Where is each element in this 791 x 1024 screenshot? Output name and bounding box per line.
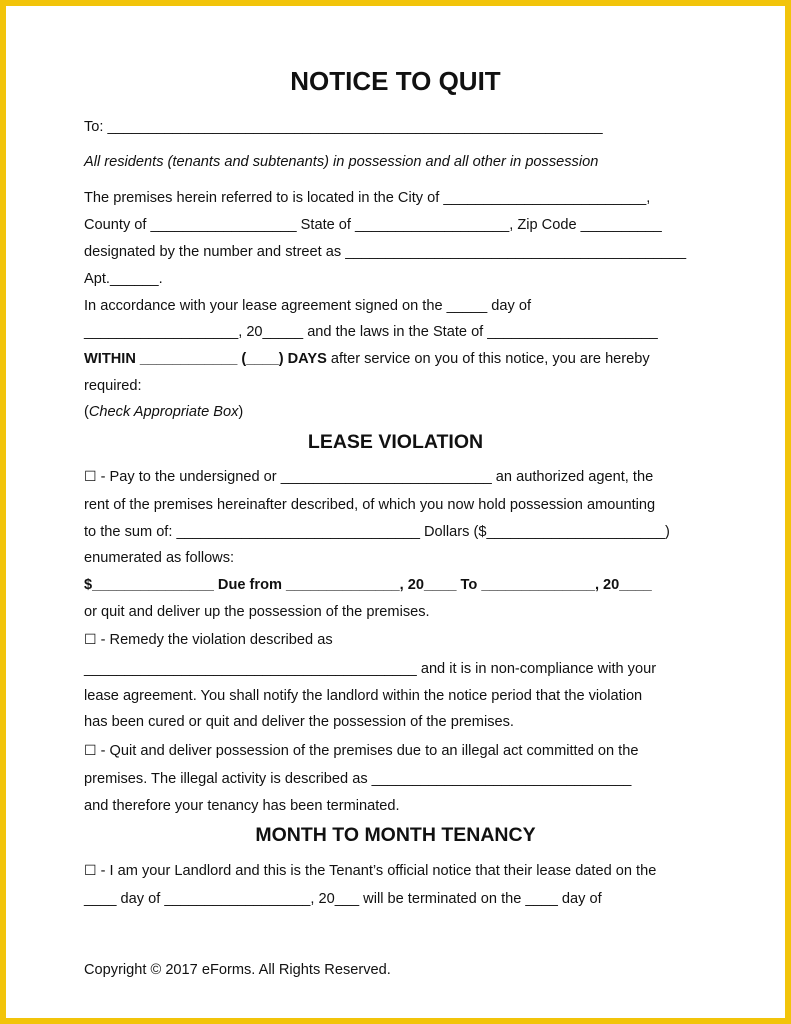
remedy-text: - Remedy the violation described as bbox=[96, 632, 333, 648]
remedy-option bbox=[84, 630, 333, 649]
remedy-line-3: lease agreement. You shall notify the landlord within the notice period that the violation bbox=[84, 688, 643, 704]
required-line: required: bbox=[84, 378, 142, 394]
pay-rent-checkbox[interactable]: ☐ bbox=[84, 468, 97, 484]
remedy-line-4: has been cured or quit and deliver the possession of the premises. bbox=[84, 714, 514, 730]
lease-year-state-line: ___________________, 20_____ and the laws in the State of _____________________ bbox=[84, 324, 658, 340]
check-box-note: (Check Appropriate Box) bbox=[84, 404, 244, 420]
illegal-act-line-3: and therefore your tenancy has been terminated. bbox=[84, 798, 400, 814]
month-to-month-heading: MONTH TO MONTH TENANCY bbox=[255, 824, 536, 846]
document-page bbox=[6, 6, 785, 1018]
remedy-checkbox[interactable]: ☐ bbox=[84, 631, 97, 647]
month-to-month-text: - I am your Landlord and this is the Tenant’s official notice that their lease dated on the bbox=[96, 863, 657, 879]
within-days-label: WITHIN ____________ (____) DAYS bbox=[84, 351, 327, 367]
illegal-act-checkbox[interactable]: ☐ bbox=[84, 742, 97, 758]
premises-street-line: designated by the number and street as __________________________________________ bbox=[84, 244, 687, 260]
pay-rent-line-3: to the sum of: ______________________________ Dollars ($______________________) bbox=[84, 524, 670, 540]
premises-apt-line: Apt.______. bbox=[84, 271, 163, 287]
illegal-act-text: - Quit and deliver possession of the premises due to an illegal act committed on the bbox=[96, 743, 639, 759]
check-box-note-text: Check Appropriate Box bbox=[88, 404, 239, 420]
quit-deliver-line: or quit and deliver up the possession of the premises. bbox=[84, 604, 430, 620]
pay-rent-option bbox=[84, 467, 653, 486]
residents-note: All residents (tenants and subtenants) in possession and all other in possession bbox=[84, 154, 599, 170]
premises-county-line: County of __________________ State of ___________________, Zip Code __________ bbox=[84, 217, 662, 233]
month-to-month-checkbox[interactable]: ☐ bbox=[84, 862, 97, 878]
lease-violation-heading: LEASE VIOLATION bbox=[307, 431, 484, 453]
within-days-rest: after service on you of this notice, you are hereby bbox=[326, 351, 650, 367]
within-days-line bbox=[84, 350, 650, 368]
document-title: NOTICE TO QUIT bbox=[290, 66, 501, 96]
illegal-act-option bbox=[84, 741, 638, 760]
due-from-line: $_______________ Due from ______________, 20____ To ______________, 20____ bbox=[84, 577, 652, 593]
remedy-line-2: _________________________________________ and it is in non-compliance with your bbox=[84, 661, 657, 677]
lease-signed-line: In accordance with your lease agreement signed on the _____ day of bbox=[84, 298, 532, 314]
illegal-act-line-2: premises. The illegal activity is described as ________________________________ bbox=[84, 771, 632, 787]
premises-city-line: The premises herein referred to is located in the City of _________________________, bbox=[84, 190, 651, 206]
to-line: To: _____________________________________________________________ bbox=[84, 119, 603, 135]
pay-rent-text: - Pay to the undersigned or __________________________ an authorized agent, the bbox=[96, 469, 654, 485]
pay-rent-line-4: enumerated as follows: bbox=[84, 550, 235, 566]
month-to-month-line-2: ____ day of __________________, 20___ will be terminated on the ____ day of bbox=[84, 891, 602, 907]
pay-rent-line-2: rent of the premises hereinafter described, of which you now hold possession amounting bbox=[84, 497, 656, 513]
copyright-notice: Copyright © 2017 eForms. All Rights Reserved. bbox=[84, 962, 391, 978]
month-to-month-option bbox=[84, 861, 656, 880]
